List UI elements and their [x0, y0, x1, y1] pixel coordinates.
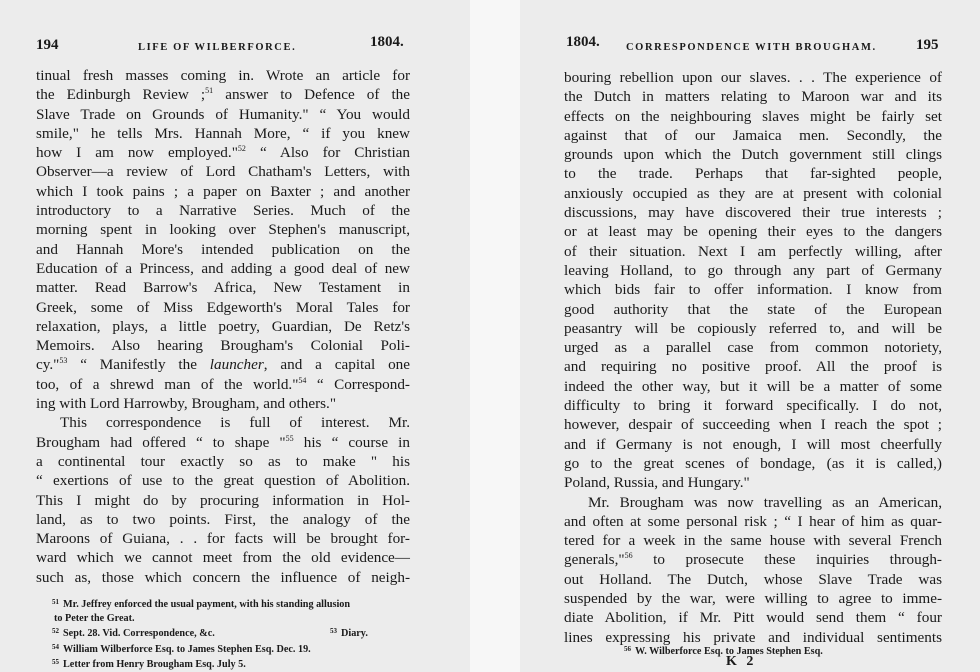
text-line: however, despair of succeeding when I reach the spot ; [564, 416, 942, 434]
footnote-ref: 53 [59, 356, 68, 366]
text-line: the Dutch in matters relating to Maroon war and its [564, 88, 942, 106]
right-page [520, 0, 980, 672]
text-line: the Edinburgh Review ;$^{51}$ answer to Defence of the [36, 86, 410, 104]
text-line: land, as to two points. First, the analogy of the [36, 510, 410, 528]
running-title: LIFE OF WILBERFORCE. [138, 42, 297, 53]
left-footnotes [36, 596, 436, 672]
text-line: tered for a week in the same house with several French [564, 532, 942, 550]
header-year: 1804. [566, 34, 600, 50]
text-line: Brougham had offered “ to shape "$^{55}$ his “ course in [36, 433, 410, 451]
text-line: generals,"$^{56}$ to prosecute these inquiries through- [564, 551, 942, 569]
footnote: $^{51}$ Mr. Jeffrey enforced the usual payment, with his standing allusion [52, 598, 351, 610]
text-line: introductory to a Narrative Series. Much of the [36, 202, 410, 220]
text-line: tinual fresh masses coming in. Wrote an article for [36, 67, 410, 84]
text-line: to the trade. Perhaps that far-sighted people, [564, 165, 942, 183]
text-line: and often at some personal risk ; “ I hear of him as quar- [564, 512, 942, 530]
text-line: ward which we cannot meet from the old evidence— [36, 549, 410, 567]
text-line: suspended by the war, were willing to agree to imme- [564, 590, 942, 608]
text-line: against that of our Jamaica men. Secondly, the [564, 126, 942, 144]
text-line: and if Germany is not enough, I will most cheerfully [564, 435, 942, 453]
page-number: 195 [916, 37, 939, 53]
text-line: “ exertions of use to the great question of Abolition. [36, 472, 410, 490]
text-line: ing with Lord Harrowby, Brougham, and others." [36, 395, 337, 413]
page-number: 194 [36, 37, 59, 53]
footnote: $^{56}$ W. Wilberforce Esq. to James Stephen Esq. [624, 645, 823, 657]
text-line: diate Abolition, if Mr. Pitt would send them “ four [564, 609, 942, 627]
right-footnotes [624, 643, 944, 659]
text-line: bouring rebellion upon our slaves. . . The experience of [564, 69, 942, 86]
text-line: such as, those which concern the influence of neigh- [36, 568, 410, 586]
text-line: difficulty to bring it forward specifically. I do not, [564, 397, 942, 415]
text-line: Maroons of Guiana, . . for facts will be brought for- [36, 530, 410, 548]
left-page [0, 0, 470, 672]
text-line: discussions, may have discovered their true interests ; [564, 204, 942, 222]
text-line: morning spent in looking over Stephen's manuscript, [36, 221, 410, 239]
text-line: effects on the neighbouring slaves might be fairly set [564, 107, 942, 125]
text-line: peasantry will be copiously referred to, and will be [564, 319, 942, 337]
paragraph-start: Mr. Brougham was now travelling as an American, [588, 493, 942, 511]
italic-word: launcher [209, 356, 264, 374]
text-line: Education of a Princess, and adding a good deal of new [36, 259, 410, 277]
footnote-ref: 52 [237, 144, 246, 154]
text-line: grounds upon which the Dutch government still clings [564, 146, 942, 164]
text-line: Poland, Russia, and Hungary." [564, 474, 750, 492]
text-line: This I might do by procuring information in Hol- [36, 491, 410, 509]
text-line: anxiously occupied as they are at present with colonial [564, 184, 942, 202]
footnote-continuation: to Peter the Great. [54, 612, 135, 624]
text-line: out Holland. The Dutch, whose Slave Trade was [564, 570, 942, 588]
footnote: $^{52}$ Sept. 28. Vid. Correspondence, &c. $^{53}$ Diary. [52, 627, 368, 639]
right-body-text [564, 68, 942, 647]
text-line: go to the great scenes of bondage, (as it is called,) [564, 454, 942, 472]
footnote-ref: 51 [205, 86, 214, 96]
text-line: too, of a shrewd man of the world."$^{54}$ “ Correspond- [36, 375, 410, 393]
text-line: cy."$^{53}$ “ Manifestly the launcher, and a capital one [36, 356, 410, 374]
footnote-ref: 55 [285, 433, 294, 443]
text-line: relaxation, plays, a little poetry, Guardian, De Retz's [36, 317, 410, 335]
text-line: good authority that the state of the European [564, 300, 942, 318]
text-line: Slave Trade on Grounds of Humanity." “ You would [36, 105, 410, 123]
text-line: lines expressing his private and individual sentiments [564, 628, 942, 646]
text-line: smile," he tells Mrs. Hannah More, “ if you knew [36, 124, 410, 142]
text-line: Greek, some of Miss Edgeworth's Moral Tales for [36, 298, 410, 316]
text-line: which I took pains ; a paper on Baxter ; and another [36, 182, 410, 200]
page-gutter [470, 0, 520, 672]
left-body-text [36, 66, 410, 587]
text-line: which bids fair to offer information. I know from [564, 281, 942, 299]
header-year: 1804. [370, 34, 404, 50]
text-line: how I am now employed."$^{52}$ “ Also for Christian [36, 144, 410, 162]
text-line: Observer—a review of Lord Chatham's Letters, with [36, 163, 410, 181]
paragraph-start: This correspondence is full of interest. Mr. [60, 414, 410, 432]
text-line: a continental tour exactly so as to make " his [36, 452, 410, 470]
footnote: $^{53}$ Diary. [330, 627, 368, 639]
footnote-ref: 54 [298, 375, 307, 385]
signature-mark: K 2 [726, 654, 757, 669]
text-line: matter. Read Barrow's Africa, New Testament in [36, 279, 410, 297]
footnote: $^{55}$ Letter from Henry Brougham Esq. July 5. [52, 658, 246, 670]
text-line: and requiring no positive proof. All the proof is [564, 358, 942, 376]
text-line: and Hannah More's intended publication on the [36, 240, 410, 258]
footnote: $^{54}$ William Wilberforce Esq. to James Stephen Esq. Dec. 19. [52, 642, 311, 655]
text-line: Memoirs. Also hearing Brougham's Colonial Poli- [36, 337, 410, 355]
text-line: of their situation. Next I am perfectly willing, after [564, 242, 942, 260]
running-title: CORRESPONDENCE WITH BROUGHAM. [626, 42, 877, 53]
text-line: urged as a parallel case from common notoriety, [564, 339, 942, 357]
text-line: or at least may be opening their eyes to the dangers [564, 223, 942, 241]
text-line: indeed the other way, but it will be a matter of some [564, 377, 942, 395]
text-line: leaving Holland, to go through any part of Germany [564, 261, 942, 279]
footnote-ref: 56 [624, 551, 633, 561]
